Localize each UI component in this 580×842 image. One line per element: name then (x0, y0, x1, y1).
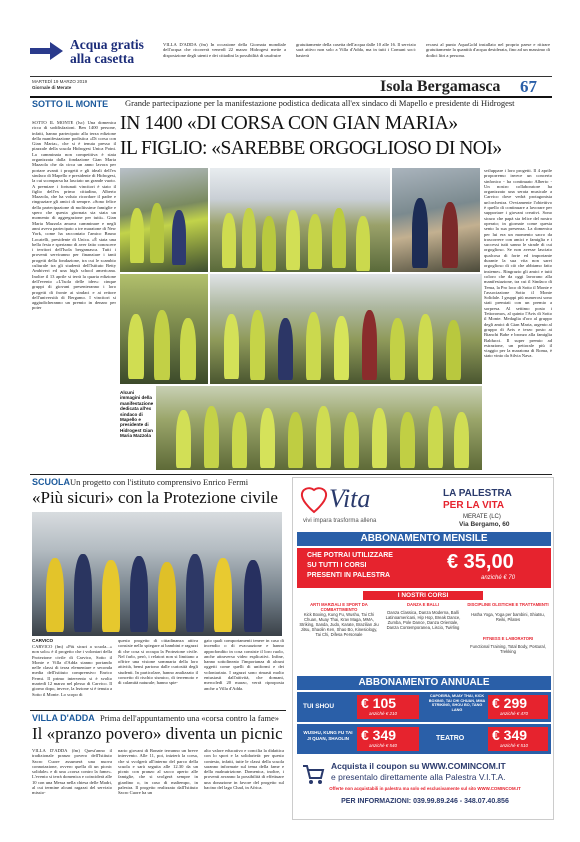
plan-2-price-box (488, 695, 548, 719)
gym-brand: Vita (329, 484, 371, 513)
article2-photo-caption: CARVICO (32, 638, 54, 643)
header-date: MARTEDÌ 19 MARZO 2019 (32, 79, 88, 84)
monthly-box (297, 548, 551, 588)
article2-kicker: SCUOLA (32, 477, 70, 487)
article1-photo-6 (156, 386, 482, 470)
plan-4-old-price: anziché € 510 (500, 743, 529, 748)
coupon-section (297, 758, 551, 816)
coupon-info: PER INFORMAZIONI: 039.99.89.246 - 348.07.40.856 (341, 798, 509, 805)
plan-1-label: TUI SHOU (303, 703, 335, 710)
gym-logo-icon (299, 486, 329, 516)
article1-kicker: SOTTO IL MONTE (32, 99, 109, 109)
article1-photo-2 (210, 168, 390, 272)
plan-3-price-box (357, 727, 419, 751)
gym-tagline: vivi impara trasforma allena (303, 518, 377, 524)
article2-summary: Un progetto con l'istituto comprensivo Enrico Fermi (70, 477, 249, 487)
article1-col3: sviluppare i loro progetti. Il 4 aprile proporremo invece un concerto sinfonico - ha continuato Alberto - Un nostro collaboratore ha organizzato una serata musicale a Carvico dove vedrà protagonista un'orchestra. Ovviamente l'obiettivo è quello di continuare a lavorare per supportare i giovani creativi. Sono sicuro che papà sia felice del nostro operato; in giornate come questa sento la sua presenza. La domenica per lui era un momento sacro da trascorrere con amici e famiglia e i successi tutti sanno le strade di cui orgoglioso. Se non avesse lasciato qualcosa di forte ed importante durante la sua vita non sarei orgoglioso di ciò che abbiamo fatto insieme». Ringrazio gli amici e tutti coloro che da oggi lavorano alla manifestazione, tra cui il Sindaco di Tema, la Pro loco di Sotto il Monte e l'associazione Sotto il Monte Solidale. I gruppi più numerosi sono stati premiati con un premio a sorpresa. Al settimo posto i Tettoromos, al quinto l'Avis di Sotto il Monte. Medaglia d'oro al gruppo degli amici di Gian Maria, argento al gruppo di Avis e terzo posto ai Bianchi Babe e bronzo alla famiglia Balducci. Il super premio ad estrazione, un pettorale più il viaggio per la maratona di Roma, è stato vinto da Silvia Nava. (484, 168, 552, 359)
plan-1-price: € 105 (361, 695, 397, 711)
monthly-title: ABBONAMENTO MENSILE (297, 532, 551, 546)
course-category-4: FITNESS E LABORATORI (482, 636, 534, 641)
course-list-1: Kick Boxing, Kung Fu, Wushu, Tai Chi Chuan, Muay Thai, Krav Maga, MMA, Striking, Sanda, Judo, Karate, Brazilian Jiu Jitsu, Shaolin Ken, Shao Bo, Kinesiology, Tai Chi, Difesa Personale (299, 612, 379, 637)
plan-3-old-price: anziché € 540 (369, 743, 398, 748)
plan-4-price: € 349 (492, 727, 528, 743)
header-paper: Giornale di Merate (32, 85, 72, 90)
teaser-arrow-icon (30, 40, 64, 62)
article2-bottom-rule (30, 710, 286, 711)
plan-2-price: € 299 (492, 695, 528, 711)
article1-photo-caption: Alcuni immagini della manifestazione dedicata all'ex sindaco di Mapello e presidente di Hidrogest Gian Maria Mazzola (120, 390, 154, 439)
course-list-4: Functional Training, Total Body, Postural, Trekking (470, 644, 546, 654)
article2-title: «Più sicuri» con la Protezione civile (32, 488, 278, 507)
teaser-text-2: gratuitamente della casetta dell'acqua dalle 10 alle 16. Il servizio sarà attivo non solo a Villa d'Adda, ma in tutti i Comuni soci: basterà (296, 42, 416, 58)
article1-photo-4 (120, 274, 208, 384)
article1-photo-5 (210, 274, 482, 384)
page-number: 67 (520, 77, 537, 96)
article3-col1: VILLA D'ADDA (fm) Quest'anno il tradizionale pranzo povero dell'Istituto Sacro Cuore assumerà una nuova connotazione, ovvero quella di un picnic solidale» e di una «corsa contro la fame». L'evento si terrà domenica e coinciderà alle 10 con una Messa nella chiesa delle Madri, al cui termine alcuni ragazzi del servizio missio- (32, 748, 112, 796)
header-rule-2 (30, 96, 552, 98)
article1-bottom-rule (30, 474, 552, 475)
plan-1-old-price: anziché € 210 (369, 711, 398, 716)
teaser-text-1: VILLA D'ADDA (fm) In occasione della Giornata mondiale dell'acqua che ricorrerà venerdì 22 marzo Hidrogest mette a disposizione degli utenti e dei cittadini la possibilità di usufruire (163, 42, 286, 58)
course-category-1: ARTI MARZIALI E SPORT DA COMBATTIMENTO (310, 602, 368, 612)
article1-title-2: IL FIGLIO: «SAREBBE ORGOGLIOSO DI NOI» (120, 138, 502, 159)
annual-plan-1 (297, 692, 424, 722)
article1-photo-1 (120, 168, 208, 272)
courses-title: I NOSTRI CORSI (363, 591, 483, 600)
plan-4-price-box (488, 727, 548, 751)
article1-title-1: IN 1400 «DI CORSA CON GIAN MARIA» (120, 113, 458, 134)
annual-plan-2 (424, 692, 551, 722)
coupon-line: Acquista il coupon su WWW.COMINCOM.IT (331, 761, 506, 771)
monthly-price: € 35,00 (447, 551, 514, 573)
article3-title: Il «pranzo povero» diventa un picnic (32, 724, 283, 743)
gym-location: MERATE (LC) (463, 514, 501, 520)
course-category-2: DANZA E BALLI (407, 602, 439, 607)
plan-3-price: € 349 (361, 727, 397, 743)
plan-2-old-price: anziché € 470 (500, 711, 529, 716)
annual-title: ABBONAMENTO ANNUALE (297, 676, 551, 690)
course-list-3: Hatha Yoga, Yoga per bambini, Shiatsu, Reiki, Pilates (471, 612, 545, 622)
gym-top-line-2: PER LA VITA (443, 500, 505, 511)
gym-top-line: LA PALESTRA (443, 488, 512, 499)
article3-summary: Prima dell'appuntamento una «corsa contro la fame» (100, 713, 280, 723)
course-category-3: DISCIPLINE OLISTICHE E TRATTAMENTI (467, 602, 549, 607)
coupon-fine-print: Offerte non acquistabili in palestra ma solo ed esclusivamente sul sito WWW.COMINCOM.IT (329, 786, 521, 791)
article3-kicker: VILLA D'ADDA (32, 713, 95, 723)
monthly-sub-3: PRESENTI IN PALESTRA (307, 572, 391, 579)
gym-address: Via Bergamo, 60 (459, 521, 510, 528)
section-title: Isola Bergamasca (380, 78, 501, 95)
gym-advertisement (292, 477, 554, 820)
article1-photo-3 (392, 168, 480, 272)
monthly-sub-2: SU TUTTI I CORSI (307, 562, 367, 569)
course-list-2: Danza Classica, Danza Moderna, Balli Latinoamericani, Hip Hop, Break Dance, Zumba, Pole Dance, Danza Orientale, Danza Contemporanea, Liscio, Twirling (385, 610, 461, 630)
teaser-title: Acqua gratis alla casetta (70, 37, 144, 66)
monthly-sub-1: CHE POTRAI UTILIZZARE (307, 552, 393, 559)
cart-icon (301, 762, 325, 786)
coupon-line-2: e presentalo direttamente alla Palestra V.I.T.A. (331, 772, 506, 782)
plan-4-label: TEATRO (436, 735, 465, 742)
article1-col1: SOTTO IL MONTE (lsc) Una domenica ricca di soddisfazioni. Ben 1400 persone, infatti, hanno partecipato alla terza edizione della manifestazione podistica «Di corsa con Gian Maria», che si è tenuta presso il piazzale della scuola Hidrogest Unica Point. La camminata non competitiva è stata organizzata dalla fondazione Gian Maria Mazzola che da circa un anno lavora per portare avanti i progetti e gli ideali dell'ex sindaco di Mapello e presidente di Hidrogest, la cui scomparsa ha lasciato un grande vuoto. A premiare i fortunati vincitori è stato il figlio dell'ex primo cittadino, Alberto Mazzola, che ha voluto ricordare il padre e ringraziare gli amici di sempre. «Sono felice della partecipazione di moltissime famiglie e spero che questa giornata sia stata un momento di aggregazione per tutti». Gian Maria Mazzola amava camminare e negli anni aveva partecipato a tre maratone di New York, come ha raccontato l'amico Bruno Locatelli, presidente di Unica. «È stata una bella festa e speriamo di aver fatto conoscere i territori dell'Isola bergamasca. Tutti i proventi serviranno per finanziare i tanti progetti della fondazione, tra cui le scambio culturale tra gli studenti dell'Istituto Betty Ambiveri ed una high school americana. Inoltre il 13 aprile si terrà la quarta edizione dell'evento «L'Isola delle idee»: cinque gruppi di giovani presenteranno i loro progetti di fronte ai sindaci e ai rettore dell'università di Bergamo. I vincitori si aggiudicheranno un premio in denaro per poter (32, 120, 116, 311)
article2-photo (32, 512, 282, 636)
article1-summary: Grande partecipazione per la manifestazione podistica dedicata all'ex sindaco di Mapello e presidente di Hidrogest (125, 99, 515, 108)
plan-1-price-box (357, 695, 419, 719)
article2-col1: CARVICO (fm) «Più sicuri a scuola...» non solo» è il progetto che i volontari della Protezione civile di Carvico, Sotto il Monte e Villa d'Adda stanno portando nelle classi di terza elementare e seconda media dell'istituto comprensivo Enrico Fermi. Il primo intervento si è svolto martedì 12 marzo nel plesso di Carvico. Il giorno dopo, invece, la lezione si è tenuta a Sotto il Monte. Lo scopo di (32, 644, 112, 697)
article2-col3: gato quali comportamenti tenere in caso di incendio o di evacuazione e hanno approfondito in cosa consiste il loro ruolo, anche attraverso video esplicativi. Infine, hanno sottolineato l'importanza di alcuni oggetti come quelli di uniformi e dei volontariato. I ragazzi sono rimasti molto entusiasti dall'attività, che domani, mercoledì 20 marzo, verrà riproposta anche a Villa d'Adda. (204, 638, 284, 691)
article3-col2: nario giovani di Bonate terranno un breve intervento. Alle 11, poi, inizierà la corsa, che si svolgerà all'interno del parco della scuola e sarà seguita alle 12.30 da un picnic con pranzo al sacco aperto alle famiglie, che si svolgerà sempre in giardino o, in caso di maltempo, in palestra. Il progetto realizzato dall'Istituto Sacro Cuore ha un (118, 748, 198, 796)
header-rule (30, 76, 552, 77)
annual-plan-3 (297, 724, 424, 754)
plan-2-label: CAPOEIRA, MUAY THAI, KICK BOXING, TAI CHI CHUAN, MMA STRIKING, SHOU BO, TANG LANG (428, 694, 486, 712)
monthly-old-price: anziché € 70 (481, 575, 516, 581)
article2-col2: questo progetto di cittadinanza attiva consiste nello spiegare ai bambini e ragazzi di che cosa si occupa la Protezione civile. Nel farlo, però, i relatori non si limitano a offrire una visione sommaria della loro attività, bensì partono dalle curiosità degli studenti. In particolare, hanno analizzato il concetto di rischio sismico, di terremoto e di calamità naturale; hanno spie- (118, 638, 198, 686)
article3-col3: alto valore educativo e concilia la didattica con lo sport e la solidarietà: per questo contesto, infatti, tutte le classi della scuola saranno informate sul tema della fame e della malnutrizione. Domenica, inoltre, i proventi avranno la possibilità di effettuare una donazione in favore del progetto sul bacino del lago Chad, in Africa. (204, 748, 284, 791)
plan-3-label: WUSHU, KUNG FU TAI JI QUAN, SHAOLIN (303, 730, 353, 741)
annual-plan-4 (424, 724, 551, 754)
teaser-text-3: recarsi al punto AquaGold installato nel proprio paese e ritirare gratuitamente la quantità d'acqua desiderata, fino ad un massimo di dodici litri a persona. (426, 42, 550, 58)
